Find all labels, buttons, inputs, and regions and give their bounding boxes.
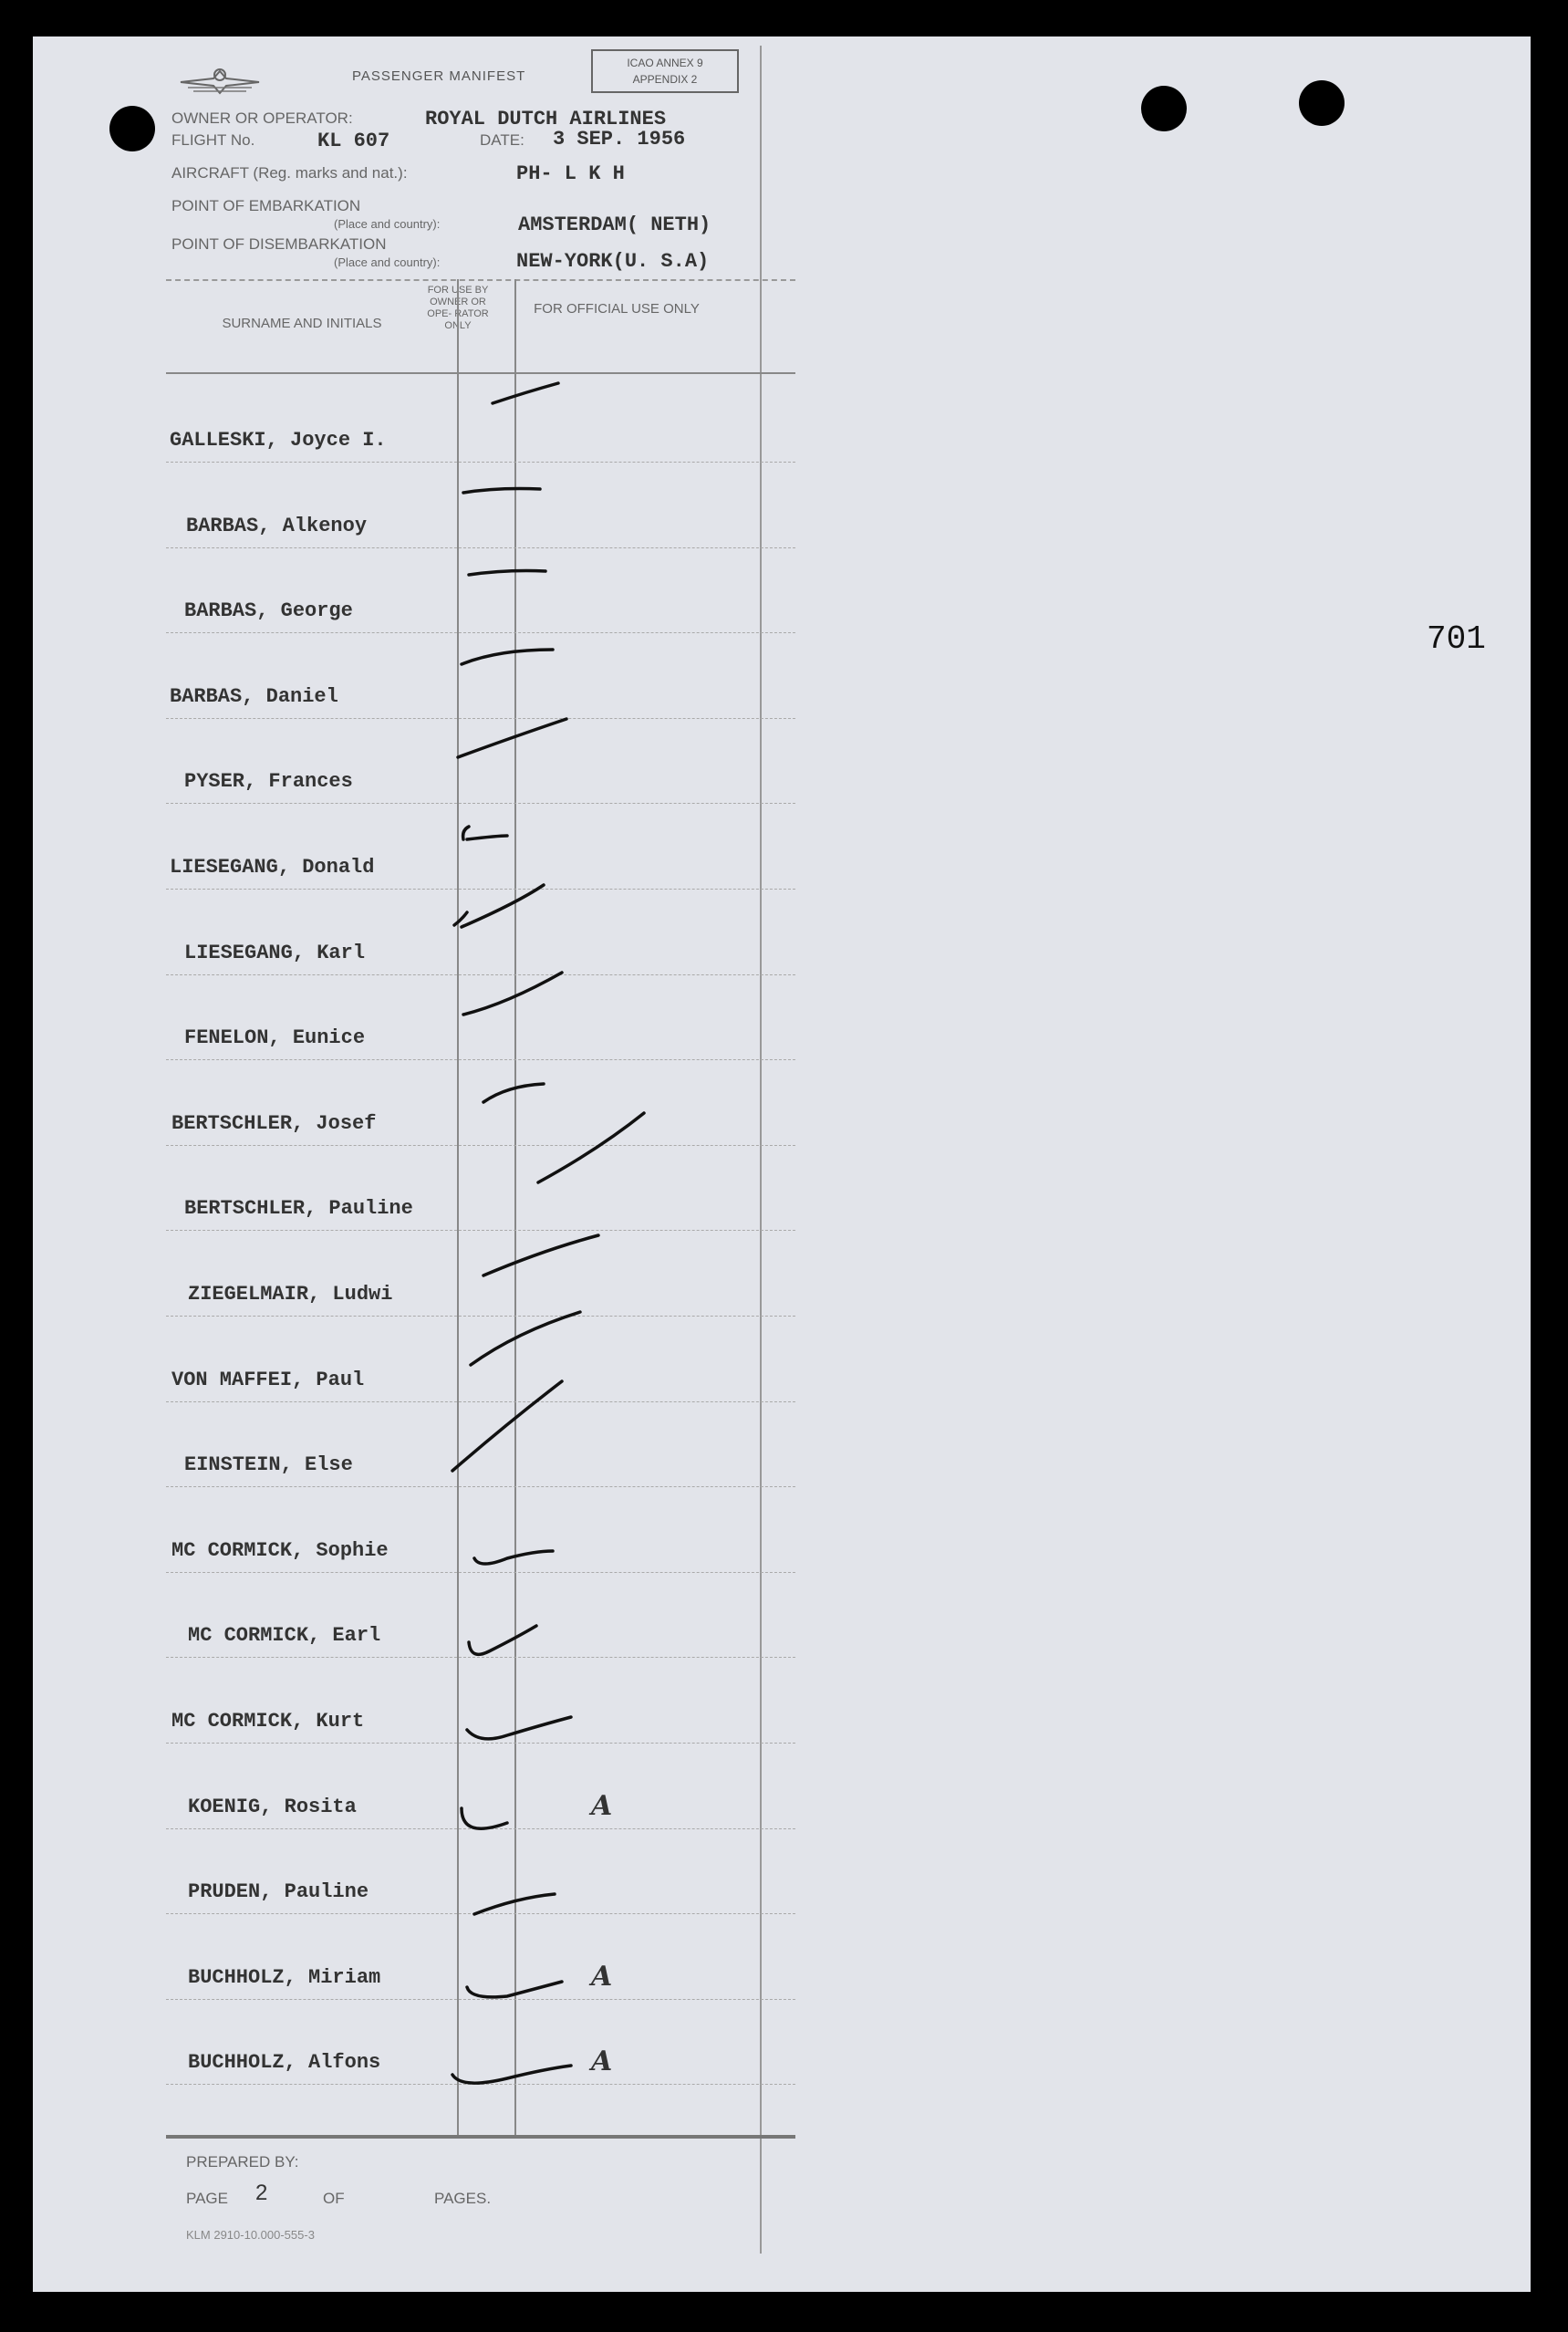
embarkation-label: POINT OF EMBARKATION bbox=[171, 197, 361, 214]
checkmark bbox=[452, 2066, 571, 2083]
checkmark bbox=[462, 650, 553, 664]
passenger-name: EINSTEIN, Else bbox=[184, 1453, 353, 1477]
passenger-name: PYSER, Frances bbox=[184, 770, 353, 794]
owner-value: ROYAL DUTCH AIRLINES bbox=[425, 108, 667, 130]
checkmark bbox=[483, 1084, 544, 1102]
punch-hole bbox=[1299, 80, 1345, 126]
aircraft-value: PH- L K H bbox=[516, 162, 625, 185]
passenger-name: MC CORMICK, Kurt bbox=[171, 1710, 365, 1733]
passenger-name: GALLESKI, Joyce I. bbox=[170, 429, 387, 452]
passenger-name: VON MAFFEI, Paul bbox=[171, 1368, 365, 1391]
stamped-page-number: 701 bbox=[1427, 620, 1486, 658]
disembarkation-label: POINT OF DISEMBARKATION bbox=[171, 235, 387, 253]
disembarkation-value: NEW-YORK(U. S.A) bbox=[516, 250, 710, 273]
owner-label: OWNER OR OPERATOR: bbox=[171, 109, 353, 127]
checkmark bbox=[469, 571, 545, 576]
list-end-rule bbox=[166, 2135, 795, 2139]
checkmark bbox=[454, 885, 544, 927]
checkmark bbox=[462, 1808, 507, 1828]
disembarkation-sub: (Place and country): bbox=[334, 255, 441, 269]
passenger-name: ZIEGELMAIR, Ludwi bbox=[188, 1283, 393, 1306]
checkmark bbox=[493, 383, 558, 403]
official-mark: A bbox=[591, 2046, 613, 2078]
punch-hole bbox=[1141, 86, 1187, 131]
checkmark bbox=[458, 719, 566, 757]
passenger-name: BUCHHOLZ, Alfons bbox=[188, 2051, 381, 2075]
prepared-by-label: PREPARED BY: bbox=[186, 2153, 299, 2171]
checkmark bbox=[469, 1626, 536, 1654]
date-value: 3 SEP. 1956 bbox=[553, 128, 686, 151]
passenger-name: LIESEGANG, Donald bbox=[170, 856, 375, 879]
checkmark bbox=[483, 1235, 598, 1275]
passenger-name: FENELON, Eunice bbox=[184, 1026, 366, 1050]
owner-use-column-header: FOR USE BY OWNER OR OPE- RATOR ONLY bbox=[427, 285, 489, 331]
passenger-name: MC CORMICK, Earl bbox=[188, 1624, 381, 1648]
annex-line: APPENDIX 2 bbox=[632, 73, 698, 86]
passenger-name: PRUDEN, Pauline bbox=[188, 1880, 369, 1904]
official-mark: A bbox=[591, 1789, 613, 1822]
manifest-form bbox=[33, 36, 768, 2254]
passenger-name: BUCHHOLZ, Miriam bbox=[188, 1965, 381, 1989]
checkmark bbox=[471, 1312, 580, 1365]
manifest-sheet bbox=[33, 36, 1531, 2292]
flight-value: KL 607 bbox=[317, 130, 390, 152]
official-use-column-header: FOR OFFICIAL USE ONLY bbox=[534, 301, 700, 317]
embarkation-sub: (Place and country): bbox=[334, 217, 441, 231]
page-value: 2 bbox=[255, 2181, 268, 2205]
checkmark bbox=[463, 489, 540, 494]
checkmark bbox=[474, 1551, 553, 1564]
annex-line: ICAO ANNEX 9 bbox=[627, 57, 703, 69]
checkmarks-layer bbox=[33, 36, 768, 2254]
form-code: KLM 2910-10.000-555-3 bbox=[186, 2228, 315, 2242]
passenger-name: BERTSCHLER, Pauline bbox=[184, 1197, 413, 1221]
passenger-name: BARBAS, Daniel bbox=[170, 684, 338, 708]
checkmark bbox=[463, 827, 507, 839]
of-label: OF bbox=[323, 2190, 345, 2207]
passenger-name: BARBAS, Alkenoy bbox=[186, 514, 368, 537]
official-mark: A bbox=[591, 1960, 613, 1993]
date-label: DATE: bbox=[480, 131, 524, 149]
passenger-name: BERTSCHLER, Josef bbox=[171, 1111, 377, 1135]
aircraft-label: AIRCRAFT (Reg. marks and nat.): bbox=[171, 164, 408, 182]
passenger-name: LIESEGANG, Karl bbox=[184, 941, 366, 964]
passenger-name: BARBAS, George bbox=[184, 599, 353, 623]
checkmark bbox=[467, 1717, 571, 1739]
form-title: PASSENGER MANIFEST bbox=[352, 68, 526, 84]
pages-label: PAGES. bbox=[434, 2190, 492, 2207]
passenger-name: MC CORMICK, Sophie bbox=[171, 1538, 389, 1562]
embarkation-value: AMSTERDAM( NETH) bbox=[518, 213, 711, 236]
checkmark bbox=[538, 1113, 644, 1182]
checkmark bbox=[452, 1381, 562, 1471]
checkmark bbox=[467, 1982, 562, 1997]
page-label: PAGE bbox=[186, 2190, 228, 2207]
flight-label: FLIGHT No. bbox=[171, 131, 255, 149]
surname-column-header: SURNAME AND INITIALS bbox=[222, 316, 382, 331]
checkmark bbox=[463, 973, 562, 1015]
checkmark bbox=[474, 1894, 555, 1914]
passenger-name: KOENIG, Rosita bbox=[188, 1795, 357, 1818]
